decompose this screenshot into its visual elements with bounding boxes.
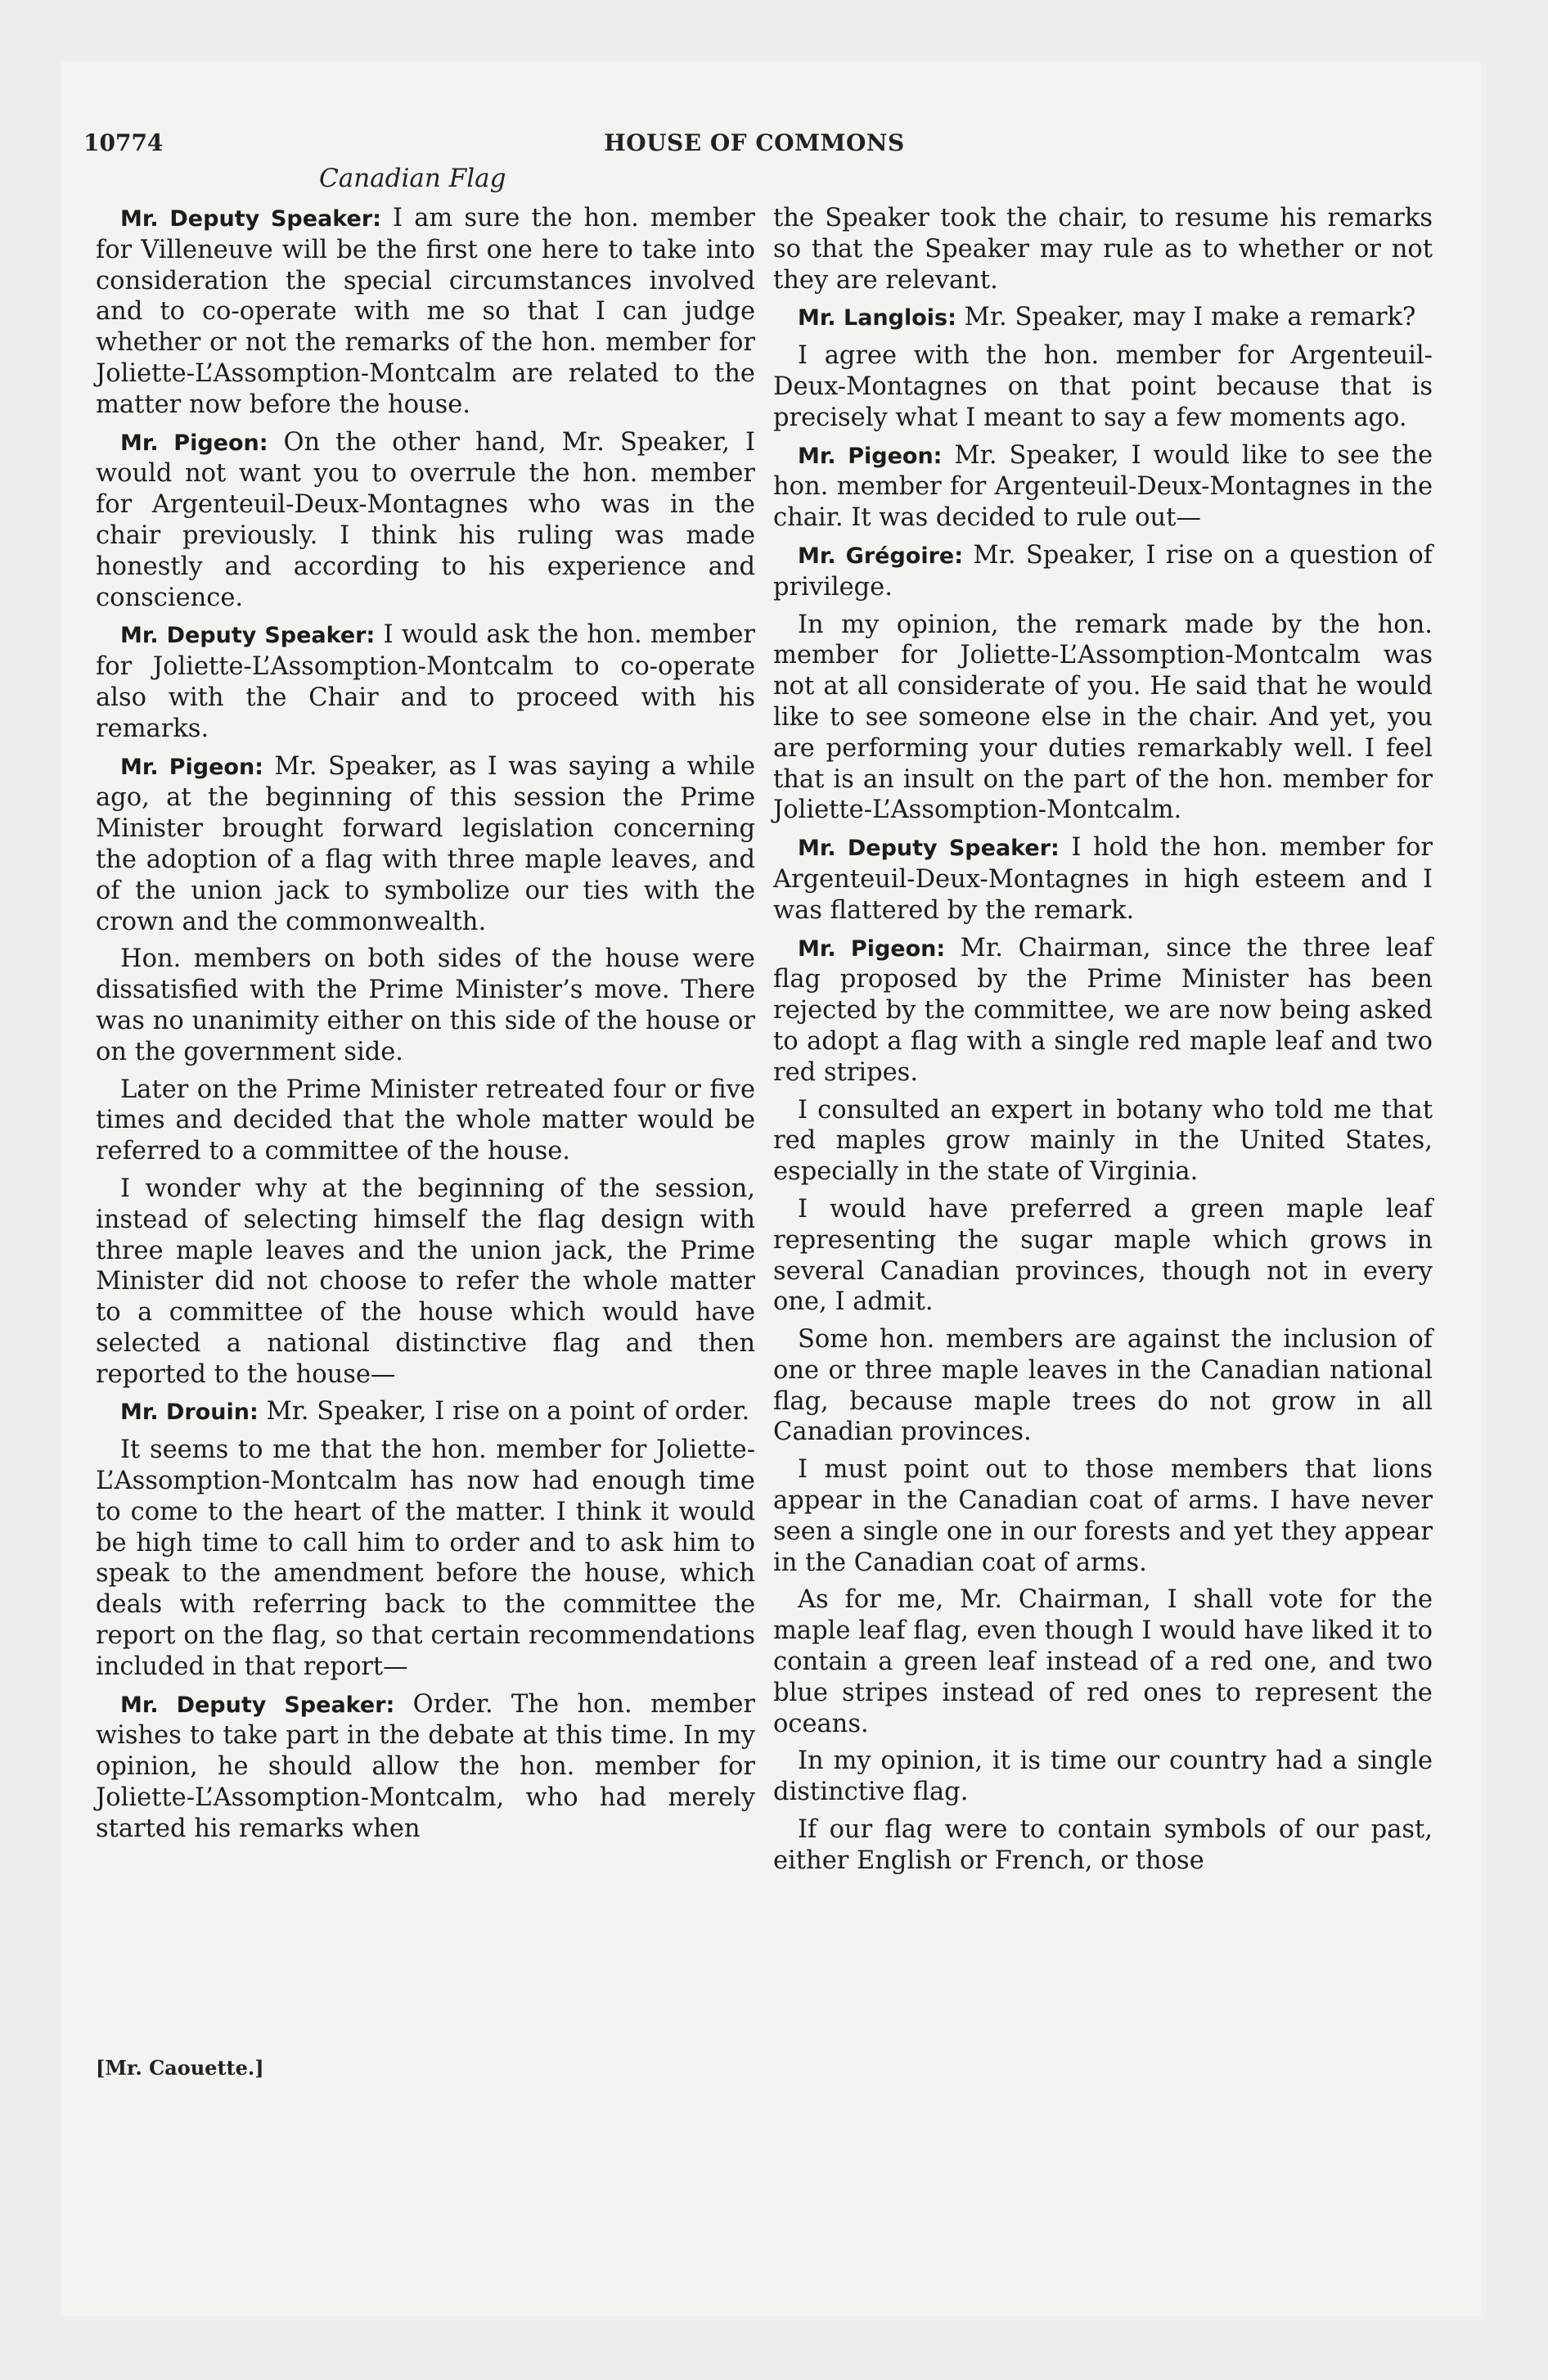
paragraph-text: In my opinion, it is time our country had a single distinctive flag. [773,1747,1433,1807]
page-title: HOUSE OF COMMONS [604,129,905,156]
paragraph [773,1324,1433,1448]
paragraph [773,610,1433,827]
paragraph-text: the Speaker took the chair, to resume his remarks so that the Speaker may rule as to whether or not they are relevant. [773,204,1433,295]
paragraph-text: Mr. Speaker, I rise on a point of order. [258,1397,750,1427]
paragraph [96,620,755,744]
paragraph-text: Mr. Speaker, I would like to see the hon. member for Argenteuil-Deux-Montagnes in the chair. It was decided to rule out— [773,440,1433,533]
speaker-name: Mr. Drouin: [120,1400,259,1426]
speaker-name: Mr. Deputy Speaker: [120,1692,395,1718]
paragraph-text: Hon. members on both sides of the house were dissatisfied with the Prime Minister’s move. There was no unanimity either on this side of the house or on the government side. [96,944,755,1066]
paragraph [773,1584,1433,1739]
paragraph [96,1174,755,1391]
paragraph-text: Later on the Prime Minister retreated four or five times and decided that the whole matter would be referred to a committee of the house. [96,1075,755,1166]
paragraph-text: I consulted an expert in botany who told me that red maples grow mainly in the United States, especially in the state of Virginia. [773,1095,1433,1187]
paragraph [773,340,1433,433]
paragraph [96,203,755,421]
paragraph-text: I must point out to those members that lions appear in the Canadian coat of arms. I have never seen a single one in our forests and yet they appear in the Canadian coat of arms. [773,1455,1433,1577]
paragraph [96,1435,755,1682]
speaker-name: Mr. Pigeon: [798,935,946,962]
paragraph-text: As for me, Mr. Chairman, I shall vote for the maple leaf flag, even though I would have liked it to contain a green leaf instead of a red one, and two blue stripes instead of red ones to represent the oceans. [773,1585,1433,1738]
paragraph-text: Mr. Chairman, since the three leaf flag proposed by the Prime Minister has been rejected by the committee, we are now being asked to adopt a flag with a single red maple leaf and two red stripes. [773,933,1433,1087]
paragraph-text: On the other hand, Mr. Speaker, I would not want you to overrule the hon. member for Argenteuil-Deux-Montagnes who was in the chair previously. I think his ruling was made honestly and according to his experience and conscience. [96,427,755,612]
paragraph [773,302,1433,334]
speaker-name: Mr. Deputy Speaker: [120,206,381,232]
paragraph [773,1814,1433,1877]
paragraph-text: I would ask the hon. member for Joliette-L’Assomption-Montcalm to co-operate also with the Chair and to proceed with his remarks. [96,620,755,743]
paragraph [96,751,755,938]
page-number: 10774 [83,129,164,156]
paragraph-text: If our flag were to contain symbols of our past, either English or French, or those [773,1815,1433,1875]
paragraph [773,933,1433,1089]
speaker-name: Mr. Pigeon: [120,754,263,780]
paragraph [773,440,1433,534]
right-column [773,203,1433,1883]
page-header [83,129,1425,162]
paragraph-text: I would have preferred a green maple leaf representing the sugar maple which grows in several Canadian provinces, though not in every one, I admit. [773,1194,1433,1317]
subject-heading: Canadian Flag [319,164,506,193]
speaker-name: Mr. Grégoire: [798,543,964,569]
paragraph [96,1689,755,1845]
speaker-name: Mr. Deputy Speaker: [798,836,1060,862]
paragraph-text: Mr. Speaker, I rise on a question of privilege. [773,540,1433,602]
speaker-name: Mr. Pigeon: [120,430,268,456]
left-column [96,203,755,1851]
speaker-name: Mr. Pigeon: [798,443,943,469]
paragraph-text: Some hon. members are against the inclusion of one or three maple leaves in the Canadian national flag, because maple trees do not grow in all Canadian provinces. [773,1325,1433,1447]
paragraph [773,832,1433,926]
paragraph [773,540,1433,603]
paragraph-text: It seems to me that the hon. member for Joliette-L’Assomption-Montcalm has now had enough time to come to the heart of the matter. I think it would be high time to call him to order and to ask him to speak to the amendment before the house, which deals with referring back to the committee the report on the flag, so that certain recommendations included in that report— [96,1436,755,1681]
paragraph-text: I am sure the hon. member for Villeneuve will be the first one here to take into consideration the special circumstances involved and to co-operate with me so that I can judge whether or not the remarks of the hon. member for Joliette-L’Assomption-Montcalm are related to the matter now before the house. [96,204,755,419]
paragraph [773,1454,1433,1578]
paragraph-text: I wonder why at the beginning of the session, instead of selecting himself the flag design with three maple leaves and the union jack, the Prime Minister did not choose to refer the whole matter to a committee of the house which would have selected a national distinctive flag and then reported to the house— [96,1174,755,1389]
paragraph [773,1095,1433,1188]
paragraph-text: I agree with the hon. member for Argenteuil-Deux-Montagnes on that point because that is precisely what I meant to say a few moments ago. [773,341,1433,432]
paragraph [96,1075,755,1167]
speaker-name: Mr. Langlois: [798,305,956,331]
paragraph-text: Order. The hon. member wishes to take part in the debate at this time. In my opinion, he should allow the hon. member for Joliette-L’Assomption-Montcalm, who had merely started his remarks when [96,1689,755,1843]
paragraph [96,1396,755,1428]
paragraph [96,427,755,614]
speaker-name: Mr. Deputy Speaker: [120,623,376,649]
paragraph-text: Mr. Speaker, may I make a remark? [956,303,1416,332]
paragraph [96,944,755,1067]
paragraph-text: Mr. Speaker, as I was saying a while ago, at the beginning of this session the Prime Minister brought forward legislation concerning the adoption of a flag with three maple leaves, and of the union jack to symbolize our ties with the crown and the commonwealth. [96,751,755,936]
paragraph-text: In my opinion, the remark made by the hon. member for Joliette-L’Assomption-Montcalm was not at all considerate of you. He said that he would like to see someone else in the chair. And yet, you are performing your duties remarkably well. I feel that is an insult on the part of the hon. member for Joliette-L’Assomption-Montcalm. [773,610,1433,825]
speaker-footer: [Mr. Caouette.] [96,2056,264,2080]
paragraph [773,1194,1433,1318]
paragraph [773,203,1433,295]
paragraph-text: I hold the hon. member for Argenteuil-Deux-Montagnes in high esteem and I was flattered by the remark. [773,833,1433,925]
paragraph [773,1746,1433,1808]
